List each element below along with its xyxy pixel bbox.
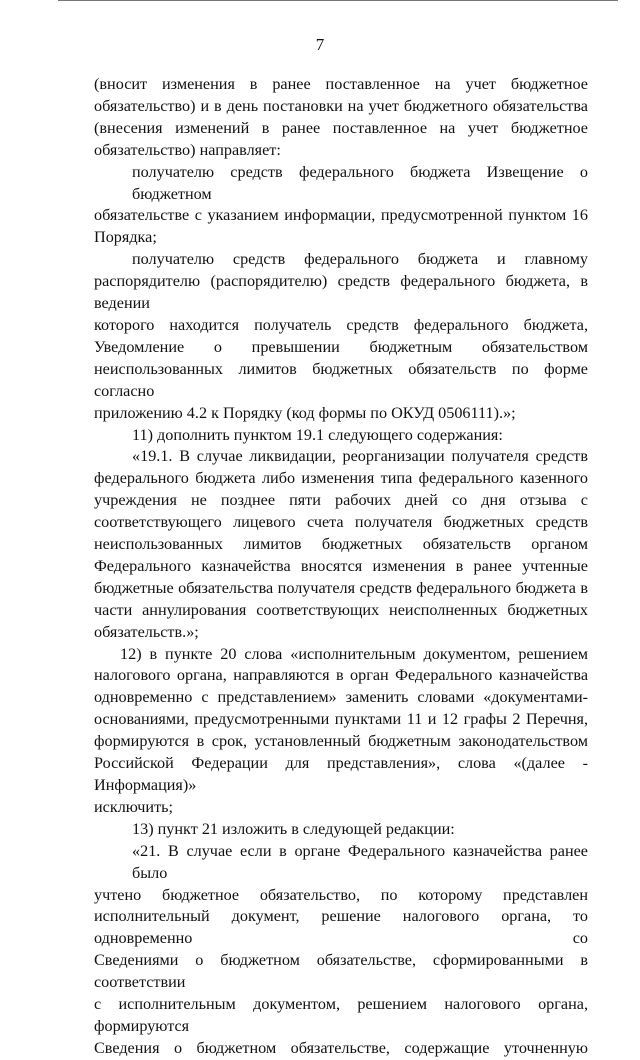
text-line: обязательство) и в день постановки на учет бюджетного обязательства: [94, 96, 588, 115]
text-line: (вносит изменения в ранее поставленное на учет бюджетное: [94, 75, 588, 93]
text-line: (внесения изменений в ранее поставленное на учет бюджетное: [94, 118, 588, 137]
text-line: обязательстве с указанием информации, предусмотренной пунктом 16: [94, 206, 588, 225]
text-line: Федерального казначейства вносятся изменения в ранее учтенные: [94, 556, 588, 575]
text-line: неиспользованных лимитов бюджетных обязательств по форме согласно: [94, 359, 588, 400]
text-line: основаниями, предусмотренными пунктами 11 и 12 графы 2 Перечня,: [94, 710, 588, 729]
text-line: исключить;: [94, 797, 174, 816]
page-number: 7: [315, 35, 325, 54]
document-body: [94, 74, 588, 1060]
text-line: Порядка;: [94, 228, 157, 247]
text-line: 13) пункт 21 изложить в следующей редакции:: [132, 819, 455, 838]
text-line: неиспользованных лимитов бюджетных обязательств органом: [94, 535, 588, 554]
text-line: получателю средств федерального бюджета Извещение о бюджетном: [132, 162, 588, 203]
text-line: распорядителю (распорядителю) средств федерального бюджета, в ведении: [94, 272, 588, 313]
text-line: Сведениями о бюджетном обязательстве, сформированными в соответствии: [94, 951, 588, 992]
text-line: «21. В случае если в органе Федерального казначейства ранее было: [132, 841, 588, 882]
text-line: 12) в пункте 20 слова «исполнительным документом, решением: [120, 644, 588, 663]
text-line: бюджетные обязательства получателя средств федерального бюджета в: [94, 578, 588, 597]
text-line: учреждения не позднее пяти рабочих дней со дня отзыва с: [94, 491, 588, 510]
text-line: которого находится получатель средств федерального бюджета,: [94, 315, 588, 334]
text-line: формируются в срок, установленный бюджетным законодательством: [94, 732, 588, 751]
text-line: обязательство) направляет:: [94, 140, 281, 159]
text-line: с исполнительным документом, решением налогового органа, формируются: [94, 995, 588, 1035]
text-line: «19.1. В случае ликвидации, реорганизации получателя средств: [132, 447, 588, 466]
text-line: исполнительный документ, решение налогового органа, то одновременно со: [94, 907, 588, 948]
text-line: учтено бюджетное обязательство, по которому представлен: [94, 885, 588, 904]
scan-top-edge: [58, 0, 618, 1]
text-line: обязательств.»;: [94, 622, 199, 641]
text-line: приложению 4.2 к Порядку (код формы по ОКУД 0506111).»;: [94, 403, 516, 422]
text-line: части аннулирования соответствующих неисполненных бюджетных: [94, 600, 588, 619]
text-line: одновременно с представлением» заменить словами «документами-: [94, 688, 588, 707]
text-line: получателю средств федерального бюджета и главному: [132, 250, 588, 269]
text-line: федерального бюджета либо изменения типа федерального казенного: [94, 469, 588, 488]
text-line: Российской Федерации для представления», слова «(далее - Информация)»: [94, 754, 588, 794]
text-line: Уведомление о превышении бюджетным обязательством: [94, 337, 588, 356]
text-line: соответствующего лицевого счета получателя бюджетных средств: [94, 513, 588, 532]
text-line: Сведения о бюджетном обязательстве, содержащие уточненную: [94, 1038, 588, 1057]
text-line: 11) дополнить пунктом 19.1 следующего содержания:: [132, 425, 503, 444]
text-line: налогового органа, направляются в орган Федерального казначейства: [94, 666, 588, 685]
